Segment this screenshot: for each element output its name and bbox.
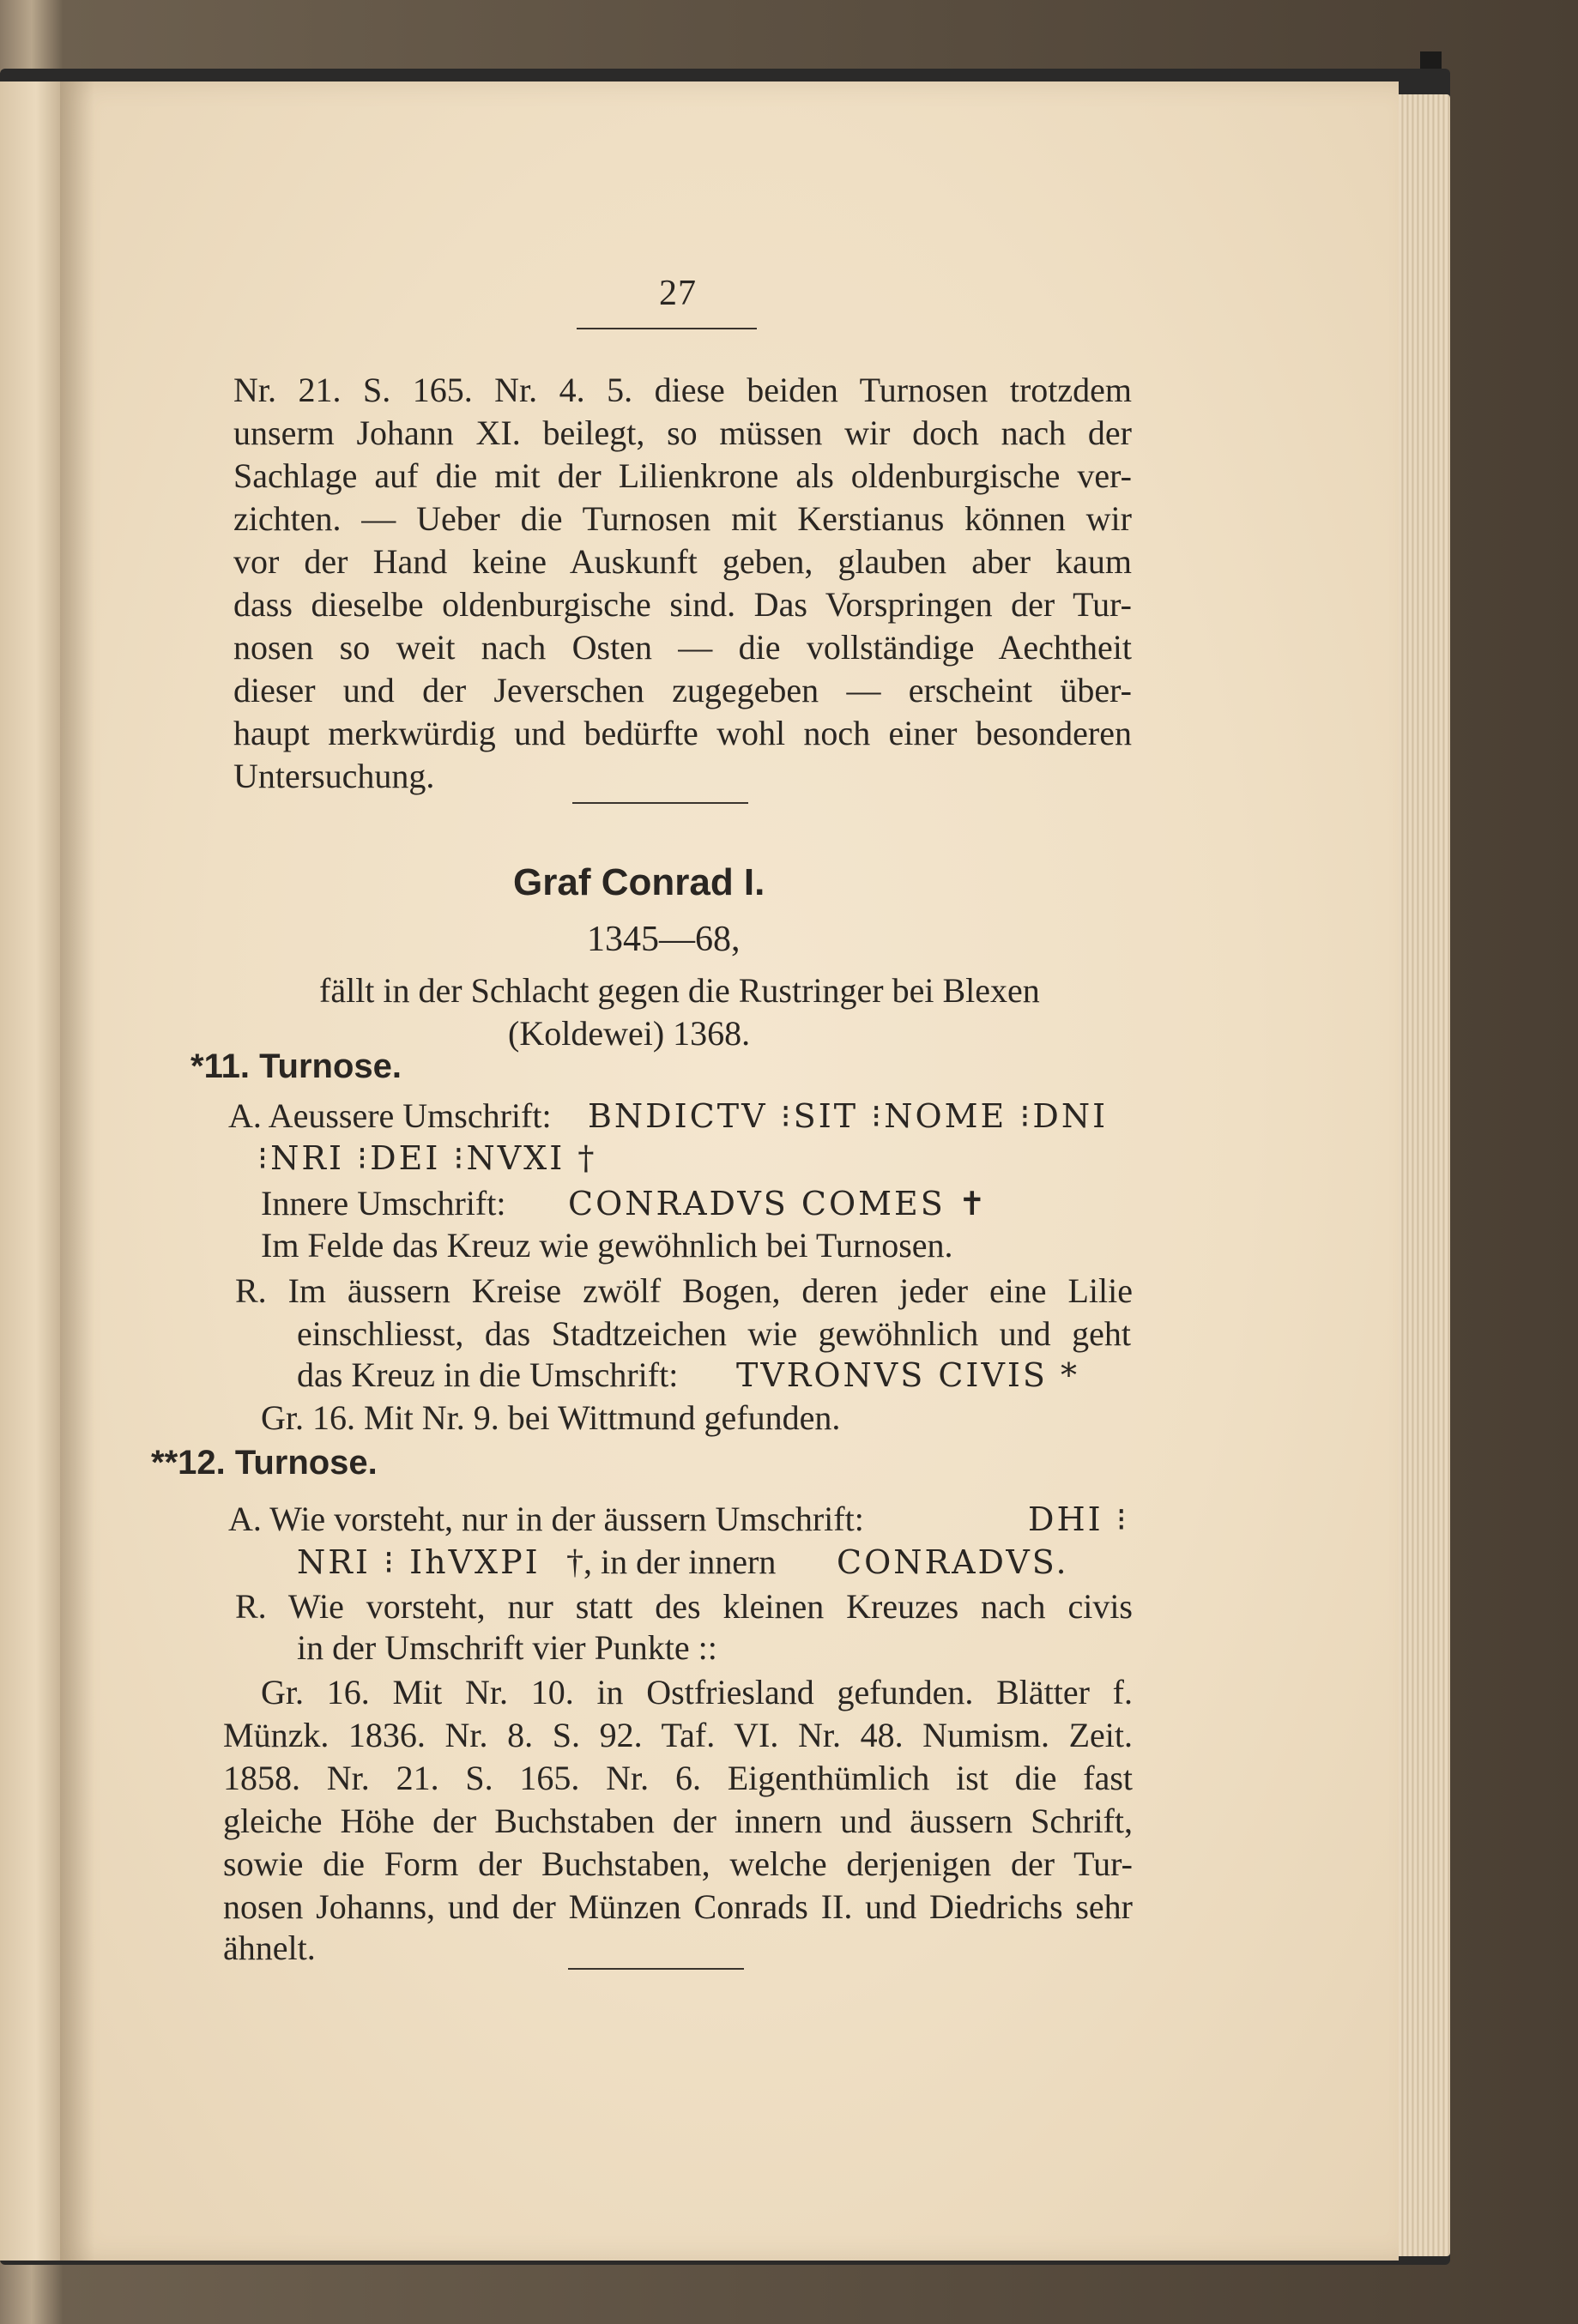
section-title: Graf Conrad I. — [513, 861, 765, 903]
field-description: Im Felde das Kreuz wie gewöhnlich bei Turnosen. — [261, 1226, 953, 1265]
reverse-legend: TVRONVS CIVIS * — [736, 1356, 1080, 1394]
inner-legend-label: Innere Umschrift: — [261, 1184, 506, 1222]
cover-tab — [1420, 51, 1442, 69]
inner-legend: CONRADVS. — [837, 1543, 1069, 1581]
find-note: Gr. 16. Mit Nr. 9. bei Wittmund gefunden. — [261, 1398, 841, 1437]
find-note: nosen Johanns, und der Münzen Conrads II. und Diedrichs sehr — [223, 1887, 1133, 1926]
intro-line: zichten. — Ueber die Turnosen mit Kerstianus können wir — [233, 499, 1132, 538]
reverse-line: R. Wie vorsteht, nur statt des kleinen Kreuzes nach civis — [235, 1587, 1133, 1626]
header-rule — [577, 328, 757, 329]
section-rule — [572, 802, 748, 804]
intro-line: dieser und der Jeverschen zugegeben — erscheint über- — [233, 671, 1132, 709]
intro-line: nosen so weit nach Osten — die vollständige Aechtheit — [233, 628, 1132, 667]
reverse-line: das Kreuz in die Umschrift: — [297, 1355, 679, 1394]
gutter-shadow — [60, 81, 94, 2261]
section-note: fällt in der Schlacht gegen die Rustringer bei Blexen — [319, 971, 1040, 1010]
intro-line: Sachlage auf die mit der Lilienkrone als oldenburgische ver- — [233, 456, 1132, 495]
find-note: Gr. 16. Mit Nr. 10. in Ostfriesland gefunden. Blätter f. — [261, 1673, 1133, 1711]
intro-line: Untersuchung. — [233, 757, 435, 795]
inner-legend: CONRADVS COMES ✝ — [568, 1185, 989, 1222]
find-note: 1858. Nr. 21. S. 165. Nr. 6. Eigenthümlich ist die fast — [223, 1759, 1133, 1797]
reverse-line: einschliesst, das Stadtzeichen wie gewöhnlich und geht — [297, 1314, 1131, 1353]
obverse-line: A. Wie vorsteht, nur in der äussern Umschrift: — [228, 1500, 864, 1538]
end-rule — [568, 1968, 744, 1970]
intro-line: haupt merkwürdig und bedürfte wohl noch einer besonderen — [233, 714, 1132, 752]
find-note: Münzk. 1836. Nr. 8. S. 92. Taf. VI. Nr. 48. Numism. Zeit. — [223, 1716, 1133, 1754]
obverse-label: A. Aeussere Umschrift: — [228, 1096, 552, 1135]
find-note: sowie die Form der Buchstaben, welche derjenigen der Tur- — [223, 1844, 1133, 1883]
item-heading: **12. Turnose. — [151, 1444, 378, 1482]
section-note: (Koldewei) 1368. — [508, 1014, 751, 1053]
page-number: 27 — [659, 274, 697, 313]
facing-page-edge — [0, 81, 60, 2261]
reverse-line: R. Im äussern Kreise zwölf Bogen, deren jeder eine Lilie — [235, 1271, 1133, 1310]
obverse-legend: BNDICTV ⁝SIT ⁝NOME ⁝DNI — [588, 1097, 1109, 1135]
item-heading: *11. Turnose. — [190, 1047, 402, 1085]
obverse-legend: NRI ⁝ IhVXPI — [297, 1543, 541, 1581]
reverse-line: in der Umschrift vier Punkte :: — [297, 1628, 717, 1667]
obverse-line: †, in der innern — [566, 1542, 777, 1581]
find-note: gleiche Höhe der Buchstaben der innern und äussern Schrift, — [223, 1802, 1133, 1840]
obverse-legend: ⁝NRI ⁝DEI ⁝NVXI † — [257, 1139, 597, 1177]
intro-line: dass dieselbe oldenburgische sind. Das Vorspringen der Tur- — [233, 585, 1132, 624]
obverse-legend: DHI ⁝ — [1028, 1500, 1129, 1538]
intro-line: Nr. 21. S. 165. Nr. 4. 5. diese beiden Turnosen trotzdem — [233, 371, 1132, 409]
section-years: 1345—68, — [587, 920, 741, 959]
find-note: ähnelt. — [223, 1929, 316, 1967]
intro-line: unserm Johann XI. beilegt, so müssen wir doch nach der — [233, 413, 1132, 452]
intro-line: vor der Hand keine Auskunft geben, glauben aber kaum — [233, 542, 1132, 581]
